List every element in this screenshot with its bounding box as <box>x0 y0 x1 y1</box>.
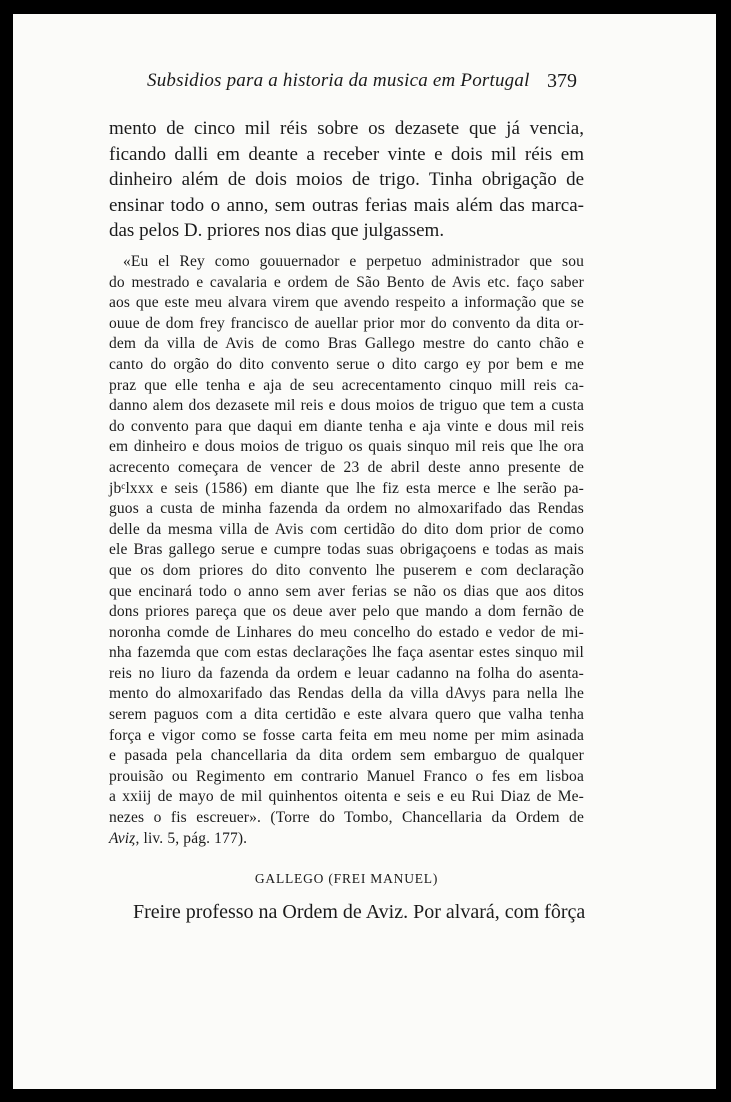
quote-line: ouue de dom frey francisco de auellar prior mor do convento da dita or- <box>109 314 584 332</box>
quote-line: do convento para que daqui em diante tenha e aja vinte e dous mil reis <box>109 417 584 435</box>
quote-line: acrecento começara de vencer de 23 de abril deste anno presente de <box>109 458 584 476</box>
quote-line: danno alem dos dezasete mil reis e dous moios de triguo que tem a custa <box>109 397 584 415</box>
quote-line: canto do orgão do dito convento serue o dito cargo ey por bem e me <box>109 355 584 373</box>
quote-last-line <box>109 829 584 850</box>
quote-line: aos que este meu alvara virem que avendo respeito a informação que se <box>109 294 584 312</box>
quote-line: praz que elle tenha e aja de seu acrecentamento cinquo mill reis ca- <box>109 376 584 394</box>
quoted-document <box>109 252 584 849</box>
quote-line: que os dom priores do dito convento lhe puserem e com declaração <box>109 561 584 579</box>
paragraph-1-line: mento de cinco mil réis sobre os dezasete que já vencia, <box>109 118 584 139</box>
citation-italic: Aviȥ <box>109 829 136 847</box>
quote-line: mento do almoxarifado das Rendas della da villa dAvys para nella lhe <box>109 685 584 703</box>
quote-line: a xxiij de mayo de mil quinhentos oitenta e seis e eu Rui Diaz de Me- <box>109 788 584 806</box>
paragraph-1-line: dinheiro além de dois moios de trigo. Tinha obrigação de <box>109 169 584 190</box>
section-heading: GALLEGO (FREI MANUEL) <box>254 871 439 886</box>
quote-line: prouisão ou Regimento em contrario Manuel Franco o fes em lisboa <box>109 767 584 785</box>
paragraph-1-line: ensinar todo o anno, sem outras ferias mais além das marca- <box>109 194 584 216</box>
quote-line: força e vigor como se fosse carta feita em meu nome per mim asinada <box>109 726 584 744</box>
page-number: 379 <box>547 70 577 92</box>
quote-line: jbᶜlxxx e seis (1586) em diante que lhe fiz esta merce e lhe serão pa- <box>109 479 584 497</box>
quote-line: dem da villa de Avis de como Bras Gallego mestre do canto chão e <box>109 335 584 353</box>
quote-line: que encinará todo o anno sem aver ferias se não os dias que aos ditos <box>109 582 584 600</box>
paragraph-2-line: Freire professo na Ordem de Aviz. Por alvará, com fôrça <box>133 901 586 923</box>
paragraph-1-line: das pelos D. priores nos dias que julgassem. <box>109 220 445 241</box>
paragraph-1-line: ficando dalli em deante a receber vinte e dois mil réis em <box>109 143 584 165</box>
quote-line: serem paguos com a dita certidão e este alvara quero que valha tenha <box>109 706 584 724</box>
quote-line: nezes o fis escreuer». (Torre do Tombo, Chancellaria da Ordem de <box>109 809 584 827</box>
citation-rest: , liv. 5, pág. 177). <box>135 829 248 847</box>
quote-line: «Eu el Rey como gouuernador e perpetuo administrador que sou <box>123 253 584 270</box>
running-head: Subsidios para a historia da musica em Portugal <box>147 70 530 91</box>
paragraph-2 <box>109 900 584 926</box>
quote-line: noronha comde de Linhares do meu concelho do estado e vedor de mi- <box>109 623 584 641</box>
quote-line: reis no liuro da fazenda da ordem e leuar cadanno na folha do asenta- <box>109 664 584 682</box>
quote-line: dons priores pareça que os deue aver pelo que mando a dom fernão de <box>109 603 584 621</box>
quote-line: delle da mesma villa de Avis com certidão do dito dom prior de como <box>109 520 584 538</box>
paragraph-1 <box>109 116 584 244</box>
quote-line: nha fazemda que com estas declarações lhe faça asentar estes sinquo mil <box>109 644 584 662</box>
book-page <box>13 14 716 1089</box>
quote-line: do mestrado e cavalaria e ordem de São Bento de Avis etc. faço saber <box>109 273 584 291</box>
quote-line: e pasada pela chancellaria da dita ordem sem embarguo de qualquer <box>109 747 584 765</box>
quote-line: guos a custa de minha fazenda da ordem no almoxarifado das Rendas <box>109 500 584 518</box>
quote-line: ele Bras gallego serue e cumpre todas suas obrigaçoens e todas as mais <box>109 541 584 559</box>
quote-line: em dinheiro e dous moios de triguo os quais sinquo mil reis que lhe ora <box>109 438 584 456</box>
